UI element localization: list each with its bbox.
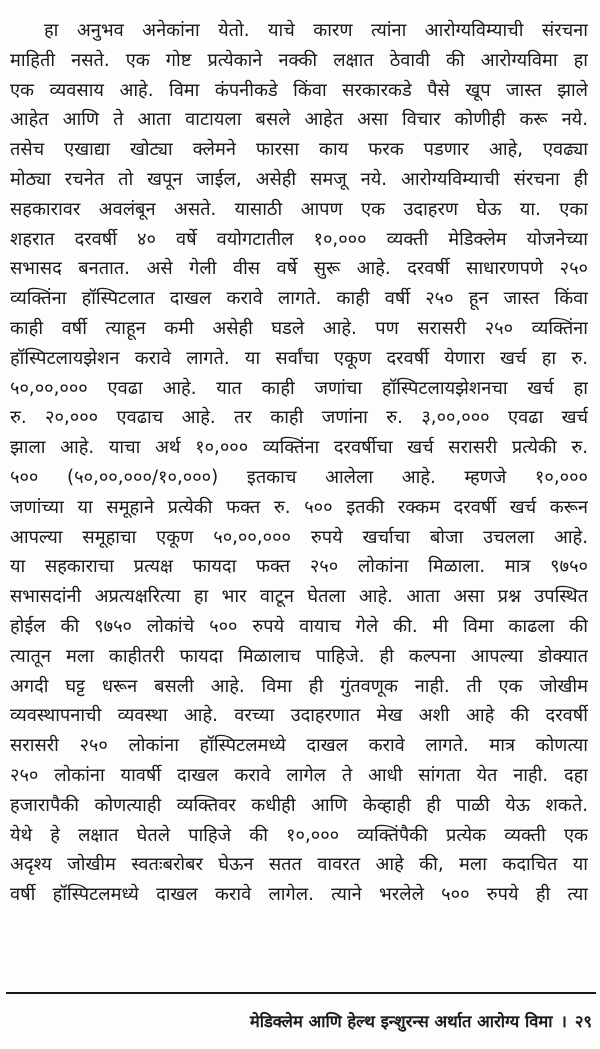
paragraph-line: २५० लोकांना यावर्षी दाखल करावे लागेल ते आधी सांगता येत नाही. दहा: [10, 764, 588, 786]
paragraph-line: येथे हे लक्षात घेतले पाहिजे की १०,००० व्यक्तिंपैकी प्रत्येक व्यक्ती एक: [10, 824, 588, 846]
paragraph-line: सरासरी २५० लोकांना हॉस्पिटलमध्ये दाखल करावे लागते. मात्र कोणत्या: [10, 735, 588, 757]
paragraph-line: सभासदांनी अप्रत्यक्षरित्या हा भार वाटून घेतला आहे. आता असा प्रश्न उपस्थित: [10, 586, 588, 608]
paragraph-line: वर्षी हॉस्पिटलमध्ये दाखल करावे लागेल. त्याने भरलेले ५०० रुपये ही त्या: [10, 884, 588, 906]
paragraph-line: शहरात दरवर्षी ४० वर्षे वयोगटातील १०,००० व्यक्ती मेडिक्लेम योजनेच्या: [10, 228, 588, 250]
paragraph-line: हॉस्पिटलायझेशन करावे लागते. या सर्वांचा एकूण दरवर्षी येणारा खर्च हा रु.: [10, 347, 588, 369]
paragraph-line: आपल्या समूहाचा एकूण ५०,००,००० रुपये खर्चाचा बोजा उचलला आहे.: [10, 526, 588, 548]
page-number: २९: [574, 1012, 592, 1031]
paragraph-line: मोठ्या रचनेत तो खपून जाईल, असेही समजू नये. आरोग्यविम्याची संरचना ही: [10, 168, 588, 190]
paragraph-line: तसेच एखाद्या खोट्या क्लेमने फारसा काय फरक पडणार आहे, एवढ्या: [10, 139, 588, 161]
footer-separator: ।: [560, 1012, 567, 1031]
paragraph-line: रु. २०,००० एवढाच आहे. तर काही जणांना रु. ३,००,००० एवढा खर्च: [10, 407, 588, 429]
paragraph-line: होईल की ९७५० लोकांचे ५०० रुपये वायाच गेले की. मी विमा काढला की: [10, 615, 588, 637]
paragraph-line: हा अनुभव अनेकांना येतो. याचे कारण त्यांना आरोग्यविम्याची संरचना: [44, 20, 588, 41]
paragraph-line: व्यक्तिंना हॉस्पिटलात दाखल करावे लागते. काही वर्षी २५० हून जास्त किंवा: [10, 288, 588, 310]
paragraph-line: अदृश्य जोखीम स्वतःबरोबर घेऊन सतत वावरत आहे की, मला कदाचित या: [10, 854, 588, 876]
paragraph-line: सहकारावर अवलंबून असते. यासाठी आपण एक उदाहरण घेऊ या. एका: [10, 198, 588, 220]
paragraph-line: जणांच्या या समूहाने प्रत्येकी फक्त रु. ५०० इतकी रक्कम दरवर्षी खर्च करून: [10, 496, 588, 518]
paragraph-line: आहेत आणि ते आता वाटायला बसले आहेत असा विचार कोणीही करू नये.: [10, 109, 588, 131]
paragraph-line: काही वर्षी त्याहून कमी असेही घडले आहे. पण सरासरी २५० व्यक्तिंना: [10, 317, 588, 339]
paragraph-line: ५०० (५०,००,०००/१०,०००) इतकाच आलेला आहे. म्हणजे १०,०००: [10, 466, 588, 488]
paragraph-line: सभासद बनतात. असे गेली वीस वर्षे सुरू आहे. दरवर्षी साधारणपणे २५०: [10, 258, 588, 280]
paragraph-line: हजारापैकी कोणत्याही व्यक्तिवर कधीही आणि केव्हाही ही पाळी येऊ शकते.: [10, 794, 588, 816]
page-footer: [250, 1009, 592, 1032]
paragraph-line: ५०,००,००० एवढा आहे. यात काही जणांचा हॉस्पिटलायझेशनचा खर्च हा: [10, 377, 588, 399]
paragraph-line: झाला आहे. याचा अर्थ १०,००० व्यक्तिंना दरवर्षीचा खर्च सरासरी प्रत्येकी रु.: [10, 437, 588, 459]
paragraph-line: व्यवस्थापनाची व्यवस्था आहे. वरच्या उदाहरणात मेख अशी आहे की दरवर्षी: [10, 705, 588, 727]
paragraph-line: त्यातून मला काहीतरी फायदा मिळालाच पाहिजे. ही कल्पना आपल्या डोक्यात: [10, 645, 588, 667]
running-title: मेडिक्लेम आणि हेल्थ इन्शुरन्स अर्थात आरोग्य विमा: [249, 1012, 553, 1031]
paragraph-line: माहिती नसते. एक गोष्ट प्रत्येकाने नक्की लक्षात ठेवावी की आरोग्यविमा हा: [10, 49, 588, 71]
paragraph-line: एक व्यवसाय आहे. विमा कंपनीकडे किंवा सरकारकडे पैसे खूप जास्त झाले: [10, 79, 588, 101]
paragraph-line: या सहकाराचा प्रत्यक्ष फायदा फक्त २५० लोकांना मिळाला. मात्र ९७५०: [10, 556, 588, 578]
footer-divider: [6, 992, 596, 994]
body-paragraph: [10, 16, 588, 910]
paragraph-line: अगदी घट्ट धरून बसली आहे. विमा ही गुंतवणूक नाही. ती एक जोखीम: [10, 675, 588, 697]
